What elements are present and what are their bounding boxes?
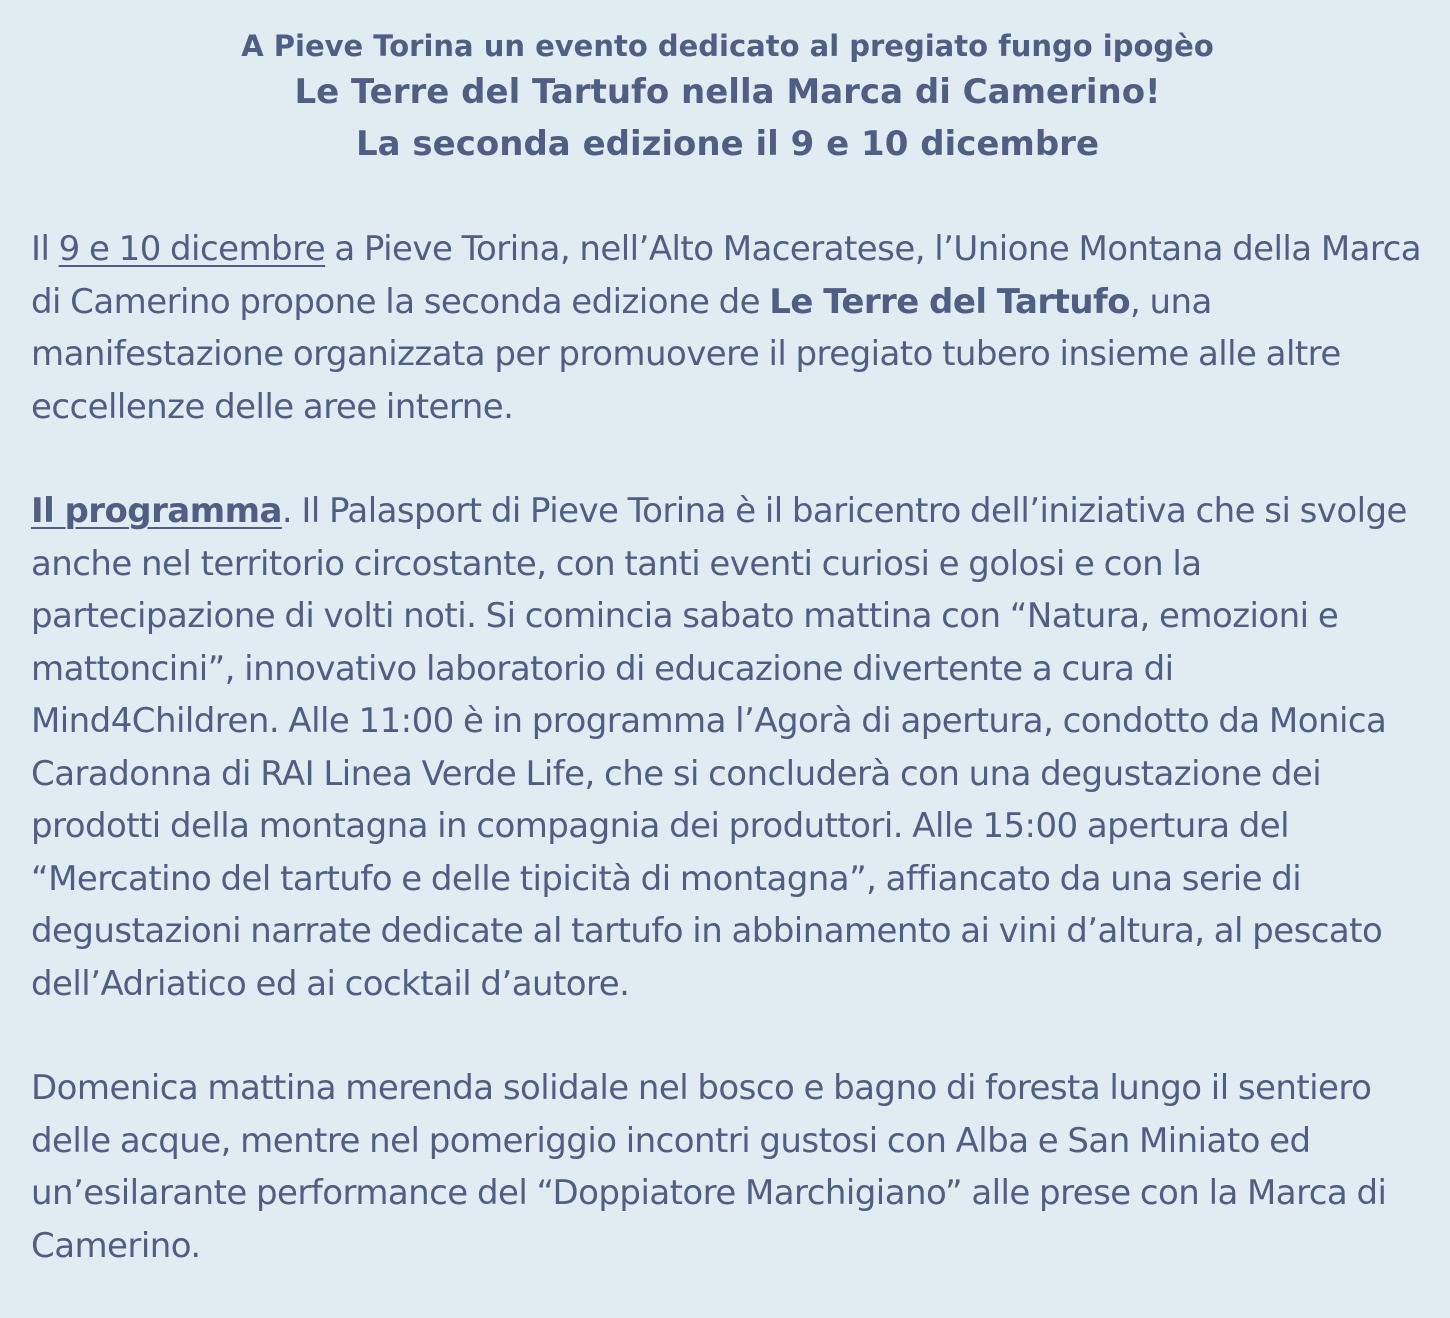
sunday-paragraph — [31, 1062, 1424, 1272]
program-heading: Il programma — [31, 491, 282, 531]
intro-text-1: Il — [31, 229, 59, 269]
intro-text-2: a Pieve Torina, nell’Alto Maceratese, l’Unione Montana della Marca di Camerino propone la seconda edizione de — [31, 229, 1422, 322]
program-paragraph — [31, 485, 1424, 1010]
program-text: . Il Palasport di Pieve Torina è il baricentro dell’iniziativa che si svolge anche nel territorio circostante, con tanti eventi curiosi e golosi e con la partecipazione di volti noti. Si comincia sabato mattina con “Natura, emozioni e mattoncini”, innovativo laboratorio di educazione divertente a cura di Mind4Children. Alle 11:00 è in programma l’Agorà di apertura, condotto da Monica Caradonna di RAI Linea Verde Life, che si concluderà con una degustazione dei prodotti della montagna in compagnia dei produttori. Alle 15:00 apertura del “Mercatino del tartufo e delle tipicità di montagna”, affiancato da una serie di degustazioni narrate dedicate al tartufo in abbinamento ai vini d’altura, al pescato dell’Adriatico ed ai cocktail d’autore. — [31, 491, 1407, 1004]
article-title: Le Terre del Tartufo nella Marca di Camerino! — [294, 72, 1161, 112]
sunday-text: Domenica mattina merenda solidale nel bosco e bagno di foresta lungo il sentiero delle acque, mentre nel pomeriggio incontri gustosi con Alba e San Miniato ed un’esilarante performance del “Doppiatore Marchigiano” alle prese con la Marca di Camerino. — [31, 1068, 1387, 1266]
event-date: 9 e 10 dicembre — [58, 229, 326, 269]
event-name: Le Terre del Tartufo — [769, 281, 1131, 322]
article-subtitle: La seconda edizione il 9 e 10 dicembre — [355, 124, 1100, 164]
intro-text-3: , una manifestazione organizzata per promuovere il pregiato tubero insieme alle altre eccellenze delle aree interne. — [31, 281, 1341, 427]
article-kicker: A Pieve Torina un evento dedicato al pregiato fungo ipogèo — [241, 29, 1214, 63]
intro-paragraph — [31, 223, 1424, 433]
